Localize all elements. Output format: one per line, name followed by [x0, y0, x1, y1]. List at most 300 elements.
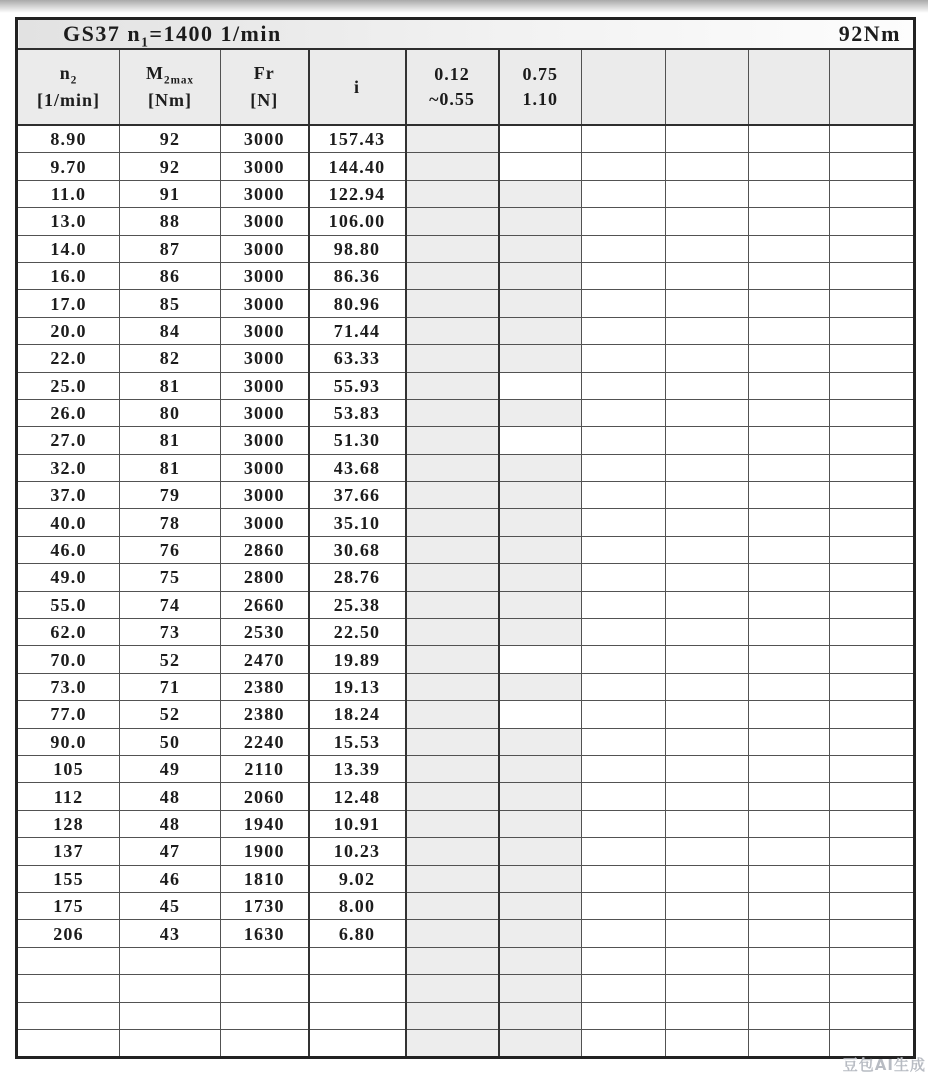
col-header-blank-1: [582, 49, 666, 125]
cell-blank: [666, 454, 749, 481]
cell-n2: 206: [17, 920, 120, 947]
cell-blank: [582, 673, 666, 700]
cell-blank: [666, 482, 749, 509]
cell-fr: 3000: [221, 125, 309, 153]
cell-m2max: 45: [120, 892, 221, 919]
cell-i: 19.13: [309, 673, 406, 700]
cell-blank: [830, 290, 915, 317]
title-cell: [17, 19, 915, 50]
cell-blank: [666, 783, 749, 810]
cell-ratio-b: [499, 372, 582, 399]
cell-blank: [666, 810, 749, 837]
data-row: [17, 427, 915, 454]
cell-ratio-a: [406, 920, 499, 947]
cell-blank: [749, 728, 830, 755]
cell-ratio-a: [406, 1029, 499, 1057]
cell-fr: 2110: [221, 755, 309, 782]
cell-i: 25.38: [309, 591, 406, 618]
cell-blank: [582, 810, 666, 837]
cell-fr: 2060: [221, 783, 309, 810]
cell-blank: [582, 1029, 666, 1057]
cell-n2: 17.0: [17, 290, 120, 317]
cell-n2: 16.0: [17, 262, 120, 289]
cell-i: 80.96: [309, 290, 406, 317]
cell-i: 53.83: [309, 399, 406, 426]
col-header-blank-3: [749, 49, 830, 125]
cell-blank: [830, 783, 915, 810]
cell-ratio-a: [406, 482, 499, 509]
cell-blank: [749, 427, 830, 454]
cell-blank: [749, 454, 830, 481]
cell-blank: [666, 1029, 749, 1057]
cell-blank: [749, 153, 830, 180]
cell-ratio-a: [406, 345, 499, 372]
col-header-n2: $n_2$ [1/min]: [17, 49, 120, 125]
cell-blank: [582, 180, 666, 207]
cell-blank: [582, 783, 666, 810]
data-row: [17, 482, 915, 509]
cell-blank: [749, 262, 830, 289]
cell-blank: [749, 947, 830, 974]
cell-blank: [666, 153, 749, 180]
cell-n2: [17, 947, 120, 974]
cell-blank: [666, 317, 749, 344]
cell-ratio-a: [406, 262, 499, 289]
cell-ratio-b: [499, 482, 582, 509]
cell-i: 71.44: [309, 317, 406, 344]
cell-ratio-b: [499, 673, 582, 700]
cell-fr: 3000: [221, 345, 309, 372]
cell-m2max: 80: [120, 399, 221, 426]
cell-blank: [666, 399, 749, 426]
cell-fr: 3000: [221, 454, 309, 481]
cell-blank: [582, 865, 666, 892]
data-row: [17, 509, 915, 536]
cell-blank: [830, 838, 915, 865]
cell-blank: [582, 509, 666, 536]
cell-i: 63.33: [309, 345, 406, 372]
cell-fr: 2860: [221, 536, 309, 563]
cell-blank: [749, 701, 830, 728]
cell-ratio-b: [499, 755, 582, 782]
col-header-blank-2: [666, 49, 749, 125]
cell-blank: [666, 728, 749, 755]
cell-ratio-a: [406, 427, 499, 454]
cell-blank: [666, 646, 749, 673]
cell-ratio-a: [406, 1002, 499, 1029]
data-row: [17, 262, 915, 289]
table-body: [17, 125, 915, 1058]
cell-fr: [221, 1002, 309, 1029]
cell-ratio-a: [406, 619, 499, 646]
cell-fr: 3000: [221, 153, 309, 180]
cell-ratio-a: [406, 673, 499, 700]
cell-blank: [666, 947, 749, 974]
cell-ratio-b: [499, 564, 582, 591]
data-row: [17, 208, 915, 235]
cell-blank: [830, 208, 915, 235]
data-row: [17, 892, 915, 919]
cell-blank: [749, 180, 830, 207]
cell-blank: [749, 536, 830, 563]
cell-blank: [666, 180, 749, 207]
cell-ratio-a: [406, 564, 499, 591]
cell-n2: 13.0: [17, 208, 120, 235]
cell-ratio-b: [499, 865, 582, 892]
cell-i: 6.80: [309, 920, 406, 947]
cell-blank: [582, 536, 666, 563]
cell-blank: [830, 701, 915, 728]
cell-n2: 25.0: [17, 372, 120, 399]
col-header-ratio-b: 0.75 1.10: [499, 49, 582, 125]
cell-i: 86.36: [309, 262, 406, 289]
top-scan-shadow: [0, 0, 928, 13]
cell-i: [309, 1029, 406, 1057]
cell-blank: [582, 208, 666, 235]
cell-blank: [749, 372, 830, 399]
cell-blank: [582, 427, 666, 454]
data-row: [17, 454, 915, 481]
cell-blank: [830, 755, 915, 782]
title-row: [17, 19, 915, 50]
data-row: [17, 317, 915, 344]
cell-n2: 55.0: [17, 591, 120, 618]
cell-blank: [582, 262, 666, 289]
cell-ratio-b: [499, 1002, 582, 1029]
cell-i: 43.68: [309, 454, 406, 481]
cell-i: 35.10: [309, 509, 406, 536]
cell-blank: [749, 646, 830, 673]
cell-fr: 2530: [221, 619, 309, 646]
cell-fr: 2800: [221, 564, 309, 591]
data-row: [17, 783, 915, 810]
cell-fr: 1940: [221, 810, 309, 837]
cell-blank: [582, 591, 666, 618]
cell-blank: [666, 208, 749, 235]
cell-ratio-b: [499, 728, 582, 755]
cell-blank: [749, 482, 830, 509]
cell-blank: [666, 892, 749, 919]
data-row: [17, 920, 915, 947]
cell-fr: 2660: [221, 591, 309, 618]
cell-ratio-a: [406, 892, 499, 919]
cell-n2: 32.0: [17, 454, 120, 481]
cell-blank: [666, 509, 749, 536]
cell-m2max: 50: [120, 728, 221, 755]
cell-blank: [749, 755, 830, 782]
cell-m2max: 74: [120, 591, 221, 618]
cell-i: 122.94: [309, 180, 406, 207]
cell-n2: 46.0: [17, 536, 120, 563]
cell-ratio-a: [406, 509, 499, 536]
cell-i: 19.89: [309, 646, 406, 673]
cell-blank: [582, 920, 666, 947]
cell-i: 13.39: [309, 755, 406, 782]
cell-i: 106.00: [309, 208, 406, 235]
data-row: [17, 865, 915, 892]
cell-fr: 3000: [221, 427, 309, 454]
cell-i: 30.68: [309, 536, 406, 563]
cell-ratio-b: [499, 235, 582, 262]
cell-ratio-a: [406, 454, 499, 481]
data-row: [17, 290, 915, 317]
cell-blank: [830, 180, 915, 207]
cell-m2max: 82: [120, 345, 221, 372]
data-row: [17, 701, 915, 728]
gearbox-spec-table: [15, 17, 916, 1059]
cell-i: [309, 975, 406, 1002]
cell-n2: 155: [17, 865, 120, 892]
col-header-blank-4: [830, 49, 915, 125]
data-row: [17, 728, 915, 755]
cell-ratio-a: [406, 865, 499, 892]
data-row: [17, 838, 915, 865]
cell-blank: [749, 810, 830, 837]
cell-blank: [749, 892, 830, 919]
cell-blank: [749, 509, 830, 536]
cell-ratio-a: [406, 646, 499, 673]
cell-m2max: 85: [120, 290, 221, 317]
cell-ratio-b: [499, 180, 582, 207]
cell-n2: 90.0: [17, 728, 120, 755]
cell-i: 98.80: [309, 235, 406, 262]
cell-blank: [830, 646, 915, 673]
empty-row: [17, 1029, 915, 1057]
cell-i: 15.53: [309, 728, 406, 755]
data-row: [17, 345, 915, 372]
cell-m2max: 52: [120, 701, 221, 728]
data-row: [17, 619, 915, 646]
cell-blank: [749, 619, 830, 646]
cell-blank: [830, 536, 915, 563]
cell-blank: [666, 235, 749, 262]
cell-blank: [749, 345, 830, 372]
cell-ratio-b: [499, 920, 582, 947]
cell-blank: [582, 125, 666, 153]
cell-m2max: 46: [120, 865, 221, 892]
cell-ratio-b: [499, 262, 582, 289]
cell-n2: 175: [17, 892, 120, 919]
cell-ratio-b: [499, 345, 582, 372]
cell-n2: 128: [17, 810, 120, 837]
cell-ratio-b: [499, 153, 582, 180]
cell-blank: [666, 1002, 749, 1029]
cell-ratio-b: [499, 810, 582, 837]
cell-blank: [830, 892, 915, 919]
cell-m2max: 78: [120, 509, 221, 536]
data-row: [17, 646, 915, 673]
cell-blank: [582, 1002, 666, 1029]
cell-blank: [749, 975, 830, 1002]
cell-ratio-a: [406, 180, 499, 207]
cell-ratio-b: [499, 399, 582, 426]
cell-m2max: 48: [120, 783, 221, 810]
cell-blank: [749, 591, 830, 618]
cell-n2: 26.0: [17, 399, 120, 426]
cell-n2: [17, 1002, 120, 1029]
empty-row: [17, 1002, 915, 1029]
cell-fr: [221, 1029, 309, 1057]
cell-m2max: 92: [120, 153, 221, 180]
cell-m2max: 49: [120, 755, 221, 782]
cell-i: 37.66: [309, 482, 406, 509]
cell-blank: [830, 673, 915, 700]
cell-blank: [830, 482, 915, 509]
cell-blank: [749, 125, 830, 153]
cell-blank: [582, 372, 666, 399]
cell-n2: 14.0: [17, 235, 120, 262]
cell-blank: [830, 399, 915, 426]
cell-m2max: 92: [120, 125, 221, 153]
cell-fr: 3000: [221, 290, 309, 317]
cell-n2: 37.0: [17, 482, 120, 509]
cell-n2: 112: [17, 783, 120, 810]
cell-m2max: 47: [120, 838, 221, 865]
cell-i: 9.02: [309, 865, 406, 892]
cell-blank: [749, 865, 830, 892]
cell-m2max: 71: [120, 673, 221, 700]
empty-row: [17, 975, 915, 1002]
cell-ratio-b: [499, 427, 582, 454]
col-header-i: i: [309, 49, 406, 125]
cell-blank: [666, 262, 749, 289]
cell-n2: 8.90: [17, 125, 120, 153]
cell-blank: [582, 564, 666, 591]
cell-blank: [830, 345, 915, 372]
cell-blank: [749, 1029, 830, 1057]
cell-blank: [666, 345, 749, 372]
col-header-m2max: $M_{2max}$ [Nm]: [120, 49, 221, 125]
data-row: [17, 399, 915, 426]
cell-blank: [830, 262, 915, 289]
cell-m2max: [120, 947, 221, 974]
cell-blank: [749, 290, 830, 317]
cell-blank: [749, 235, 830, 262]
cell-blank: [830, 509, 915, 536]
watermark: 豆包AI生成: [842, 1056, 926, 1074]
cell-ratio-a: [406, 591, 499, 618]
cell-ratio-b: [499, 947, 582, 974]
cell-fr: 3000: [221, 180, 309, 207]
cell-blank: [749, 838, 830, 865]
cell-fr: 2380: [221, 673, 309, 700]
cell-blank: [582, 454, 666, 481]
data-row: [17, 536, 915, 563]
cell-blank: [666, 701, 749, 728]
cell-blank: [749, 564, 830, 591]
data-row: [17, 153, 915, 180]
cell-blank: [666, 838, 749, 865]
cell-ratio-b: [499, 701, 582, 728]
cell-ratio-a: [406, 235, 499, 262]
cell-blank: [582, 153, 666, 180]
cell-ratio-b: [499, 317, 582, 344]
cell-blank: [582, 947, 666, 974]
cell-ratio-b: [499, 892, 582, 919]
cell-i: 144.40: [309, 153, 406, 180]
cell-blank: [830, 619, 915, 646]
col-header-ratio-a: 0.12 ~0.55: [406, 49, 499, 125]
cell-blank: [830, 810, 915, 837]
data-row: [17, 372, 915, 399]
col-header-fr: Fr [N]: [221, 49, 309, 125]
cell-blank: [666, 564, 749, 591]
cell-ratio-b: [499, 454, 582, 481]
cell-ratio-a: [406, 372, 499, 399]
cell-blank: [830, 865, 915, 892]
cell-n2: 40.0: [17, 509, 120, 536]
cell-m2max: 87: [120, 235, 221, 262]
cell-m2max: 88: [120, 208, 221, 235]
cell-n2: 22.0: [17, 345, 120, 372]
column-header-row: [17, 49, 915, 125]
cell-ratio-a: [406, 317, 499, 344]
cell-m2max: 76: [120, 536, 221, 563]
cell-ratio-b: [499, 125, 582, 153]
cell-blank: [666, 372, 749, 399]
cell-m2max: 84: [120, 317, 221, 344]
cell-fr: 3000: [221, 317, 309, 344]
cell-blank: [582, 235, 666, 262]
cell-blank: [666, 975, 749, 1002]
cell-m2max: 79: [120, 482, 221, 509]
cell-m2max: 52: [120, 646, 221, 673]
cell-m2max: 86: [120, 262, 221, 289]
data-row: [17, 755, 915, 782]
cell-blank: [666, 427, 749, 454]
cell-blank: [749, 673, 830, 700]
cell-ratio-b: [499, 290, 582, 317]
cell-fr: 3000: [221, 372, 309, 399]
cell-blank: [749, 1002, 830, 1029]
cell-ratio-a: [406, 208, 499, 235]
cell-ratio-a: [406, 975, 499, 1002]
cell-ratio-a: [406, 838, 499, 865]
cell-i: 51.30: [309, 427, 406, 454]
cell-ratio-a: [406, 728, 499, 755]
cell-n2: 137: [17, 838, 120, 865]
cell-i: 157.43: [309, 125, 406, 153]
cell-fr: 1900: [221, 838, 309, 865]
cell-blank: [582, 399, 666, 426]
cell-i: 12.48: [309, 783, 406, 810]
cell-ratio-a: [406, 125, 499, 153]
cell-ratio-a: [406, 399, 499, 426]
cell-n2: 27.0: [17, 427, 120, 454]
empty-row: [17, 947, 915, 974]
cell-blank: [830, 372, 915, 399]
cell-fr: 2470: [221, 646, 309, 673]
cell-ratio-b: [499, 619, 582, 646]
cell-ratio-b: [499, 783, 582, 810]
page-title: GS37 $n_1=1400$ 1/min: [63, 21, 282, 49]
cell-m2max: 73: [120, 619, 221, 646]
cell-blank: [830, 125, 915, 153]
cell-fr: 3000: [221, 509, 309, 536]
cell-blank: [830, 591, 915, 618]
cell-n2: [17, 1029, 120, 1057]
cell-blank: [582, 345, 666, 372]
cell-i: 55.93: [309, 372, 406, 399]
cell-ratio-a: [406, 290, 499, 317]
cell-blank: [666, 920, 749, 947]
cell-blank: [666, 536, 749, 563]
cell-ratio-b: [499, 509, 582, 536]
cell-m2max: 81: [120, 454, 221, 481]
cell-blank: [582, 838, 666, 865]
cell-i: [309, 1002, 406, 1029]
cell-fr: 3000: [221, 208, 309, 235]
